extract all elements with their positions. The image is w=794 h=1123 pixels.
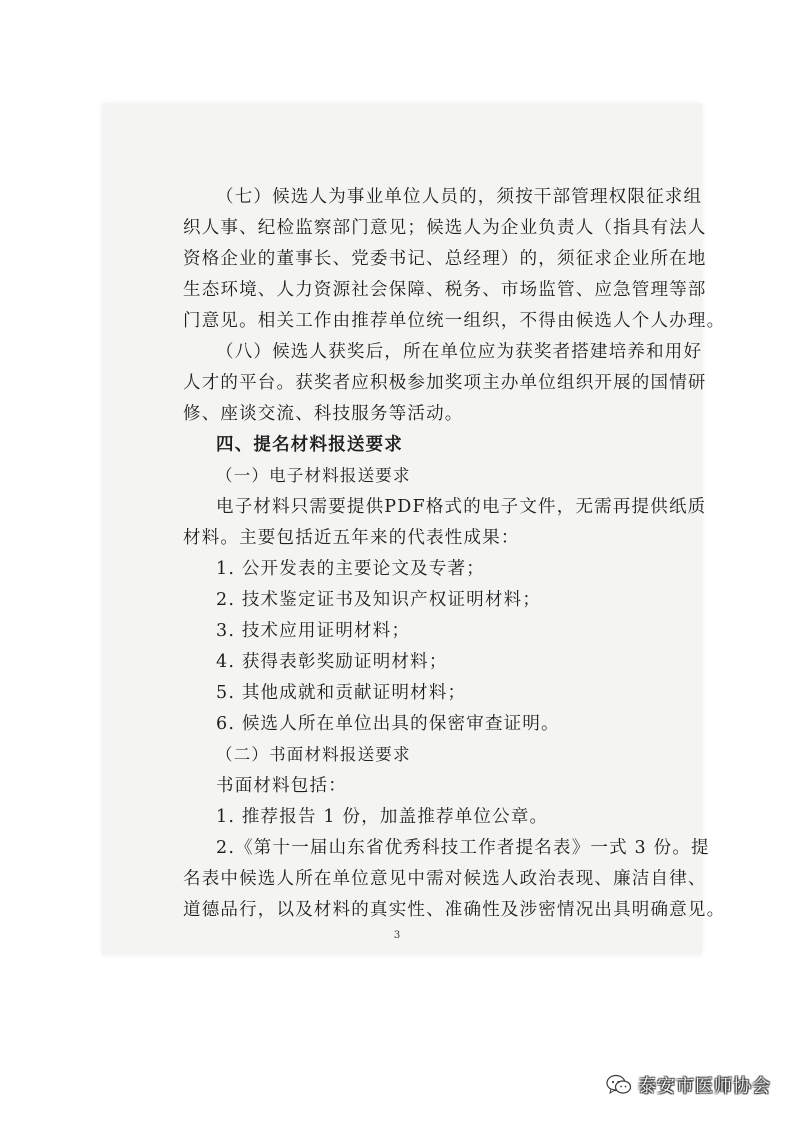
- text-line: 资格企业的董事长、党委书记、总经理）的，须征求企业所在地: [183, 249, 707, 269]
- page-number: 3: [393, 930, 401, 941]
- subsection-heading: （二）书面材料报送要求: [216, 745, 411, 764]
- list-item: 6. 候选人所在单位出具的保密审查证明。: [216, 714, 560, 734]
- text-line: 生态环境、人力资源社会保障、税务、市场监管、应急管理等部: [183, 280, 707, 300]
- list-item: 3. 技术应用证明材料；: [216, 621, 411, 641]
- list-item: 5. 其他成就和贡献证明材料；: [216, 683, 467, 703]
- wechat-icon: [606, 1074, 632, 1096]
- text-line: 名表中候选人所在单位意见中需对候选人政治表现、廉洁自律、: [183, 869, 707, 889]
- text-line: 织人事、纪检监察部门意见；候选人为企业负责人（指具有法人: [183, 218, 707, 238]
- text-line: 道德品行，以及材料的真实性、准确性及涉密情况出具明确意见。: [183, 900, 726, 920]
- text-line: （七）候选人为事业单位人员的，须按干部管理权限征求组: [216, 187, 703, 207]
- section-heading: 四、提名材料报送要求: [216, 435, 403, 455]
- subsection-heading: （一）电子材料报送要求: [216, 466, 411, 485]
- list-item: 2. 技术鉴定证书及知识产权证明材料；: [216, 590, 542, 610]
- list-item: 4. 获得表彰奖励证明材料；: [216, 652, 448, 672]
- text-line: 电子材料只需要提供PDF格式的电子文件，无需再提供纸质: [216, 497, 707, 517]
- list-item: 2.《第十一届山东省优秀科技工作者提名表》一式 3 份。提: [216, 838, 710, 858]
- text-line: 修、座谈交流、科技服务等活动。: [183, 404, 464, 424]
- text-line: 人才的平台。获奖者应积极参加奖项主办单位组织开展的国情研: [183, 373, 707, 393]
- watermark-text: 泰安市医师协会: [638, 1076, 771, 1097]
- text-line: （八）候选人获奖后，所在单位应为获奖者搭建培养和用好: [216, 342, 703, 362]
- list-item: 1. 推荐报告 1 份，加盖推荐单位公章。: [216, 807, 549, 827]
- text-line: 书面材料包括：: [216, 776, 347, 796]
- wechat-watermark: [606, 1072, 771, 1098]
- text-line: 材料。主要包括近五年来的代表性成果：: [183, 528, 520, 548]
- list-item: 1. 公开发表的主要论文及专著；: [216, 559, 485, 579]
- text-line: 门意见。相关工作由推荐单位统一组织，不得由候选人个人办理。: [183, 311, 726, 331]
